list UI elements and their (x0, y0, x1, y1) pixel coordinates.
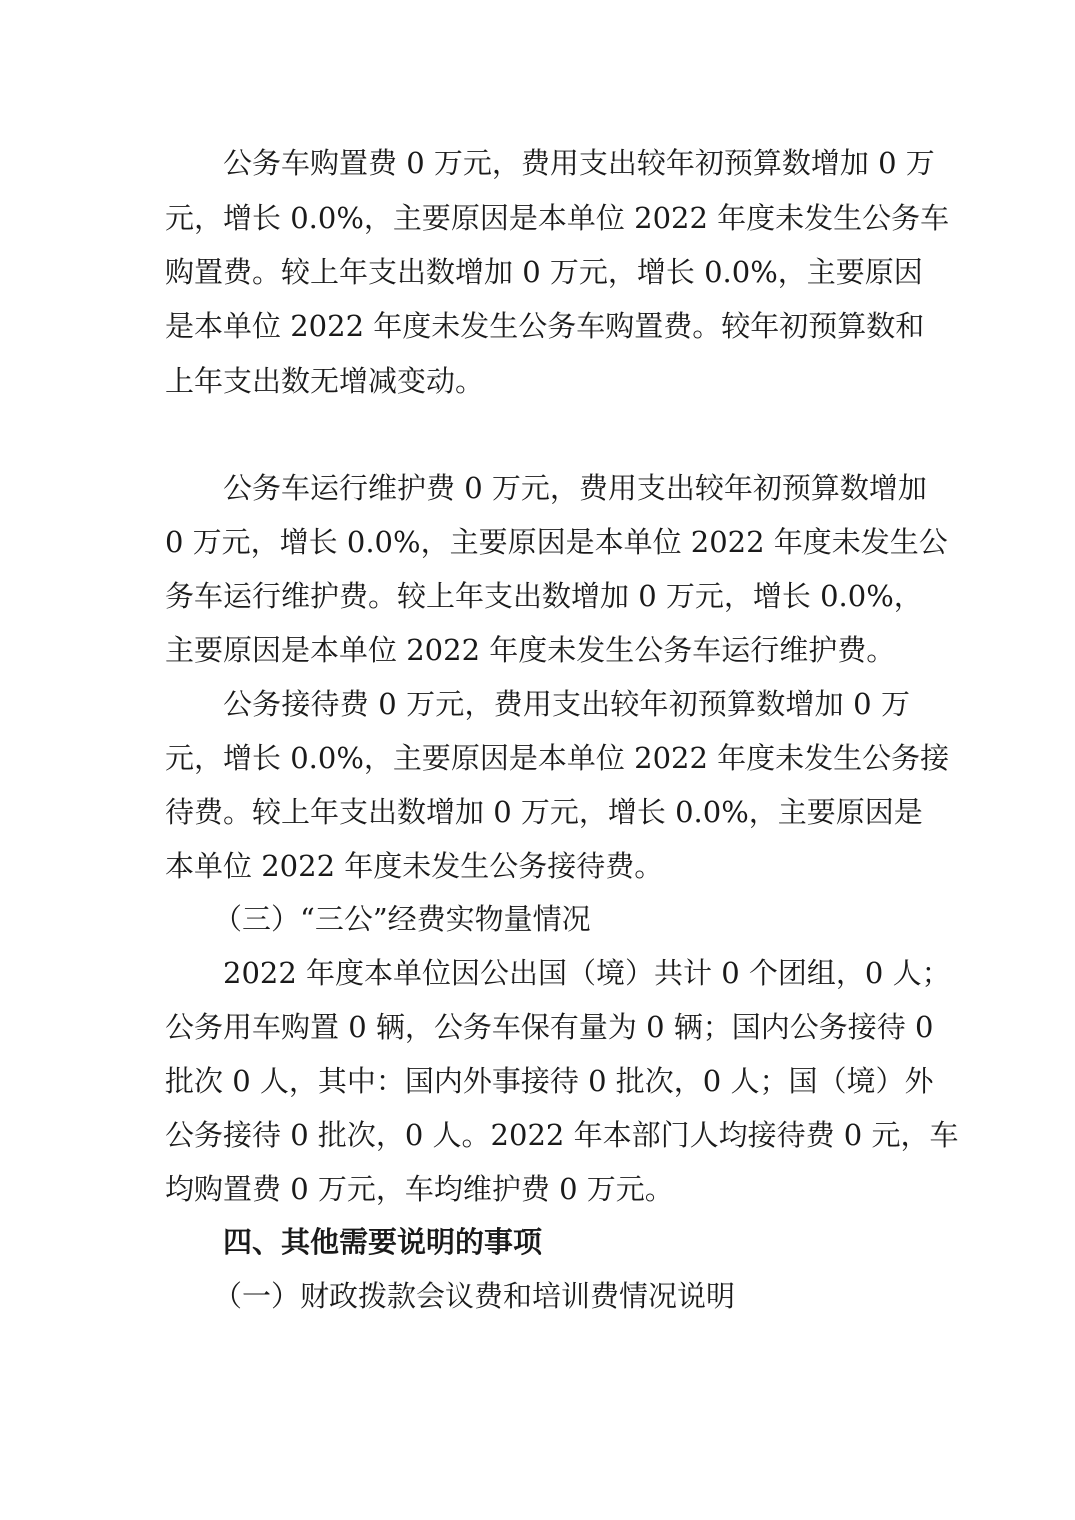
paragraph-vehicle-purchase-line-3: 购置费。较上年支出数增加 0 万元，增长 0.0%，主要原因 (165, 255, 923, 289)
paragraph-reception-line-2: 元，增长 0.0%，主要原因是本单位 2022 年度未发生公务接 (165, 741, 950, 775)
paragraph-physical-quantity-line-2: 公务用车购置 0 辆，公务车保有量为 0 辆；国内公务接待 0 (165, 1010, 934, 1044)
paragraph-vehicle-maintenance-line-2: 0 万元，增长 0.0%，主要原因是本单位 2022 年度未发生公 (165, 525, 948, 559)
paragraph-vehicle-maintenance-line-4: 主要原因是本单位 2022 年度未发生公务车运行维护费。 (165, 633, 896, 667)
section-heading-other-matters: 四、其他需要说明的事项 (223, 1225, 543, 1259)
paragraph-physical-quantity-line-1: 2022 年度本单位因公出国（境）共计 0 个团组，0 人； (223, 956, 951, 990)
paragraph-physical-quantity-line-3: 批次 0 人，其中：国内外事接待 0 批次，0 人；国（境）外 (165, 1064, 934, 1098)
paragraph-vehicle-purchase-line-4: 是本单位 2022 年度未发生公务车购置费。较年初预算数和 (165, 309, 925, 343)
paragraph-vehicle-purchase-line-5: 上年支出数无增减变动。 (165, 364, 485, 398)
paragraph-reception-line-3: 待费。较上年支出数增加 0 万元，增长 0.0%，主要原因是 (165, 795, 923, 829)
paragraph-vehicle-maintenance-line-1: 公务车运行维护费 0 万元，费用支出较年初预算数增加 (223, 471, 927, 505)
paragraph-vehicle-purchase-line-1: 公务车购置费 0 万元，费用支出较年初预算数增加 0 万 (223, 146, 935, 180)
paragraph-physical-quantity-line-5: 均购置费 0 万元，车均维护费 0 万元。 (165, 1172, 674, 1206)
section-heading-physical-quantity: （三）“三公”经费实物量情况 (213, 902, 591, 936)
paragraph-vehicle-maintenance-line-3: 务车运行维护费。较上年支出数增加 0 万元，增长 0.0%， (165, 579, 923, 613)
subsection-heading-meeting-training: （一）财政拨款会议费和培训费情况说明 (213, 1279, 736, 1313)
paragraph-reception-line-4: 本单位 2022 年度未发生公务接待费。 (165, 849, 664, 883)
paragraph-physical-quantity-line-4: 公务接待 0 批次，0 人。2022 年本部门人均接待费 0 元，车 (165, 1118, 959, 1152)
paragraph-vehicle-purchase-line-2: 元，增长 0.0%，主要原因是本单位 2022 年度未发生公务车 (165, 201, 950, 235)
paragraph-reception-line-1: 公务接待费 0 万元，费用支出较年初预算数增加 0 万 (223, 687, 910, 721)
